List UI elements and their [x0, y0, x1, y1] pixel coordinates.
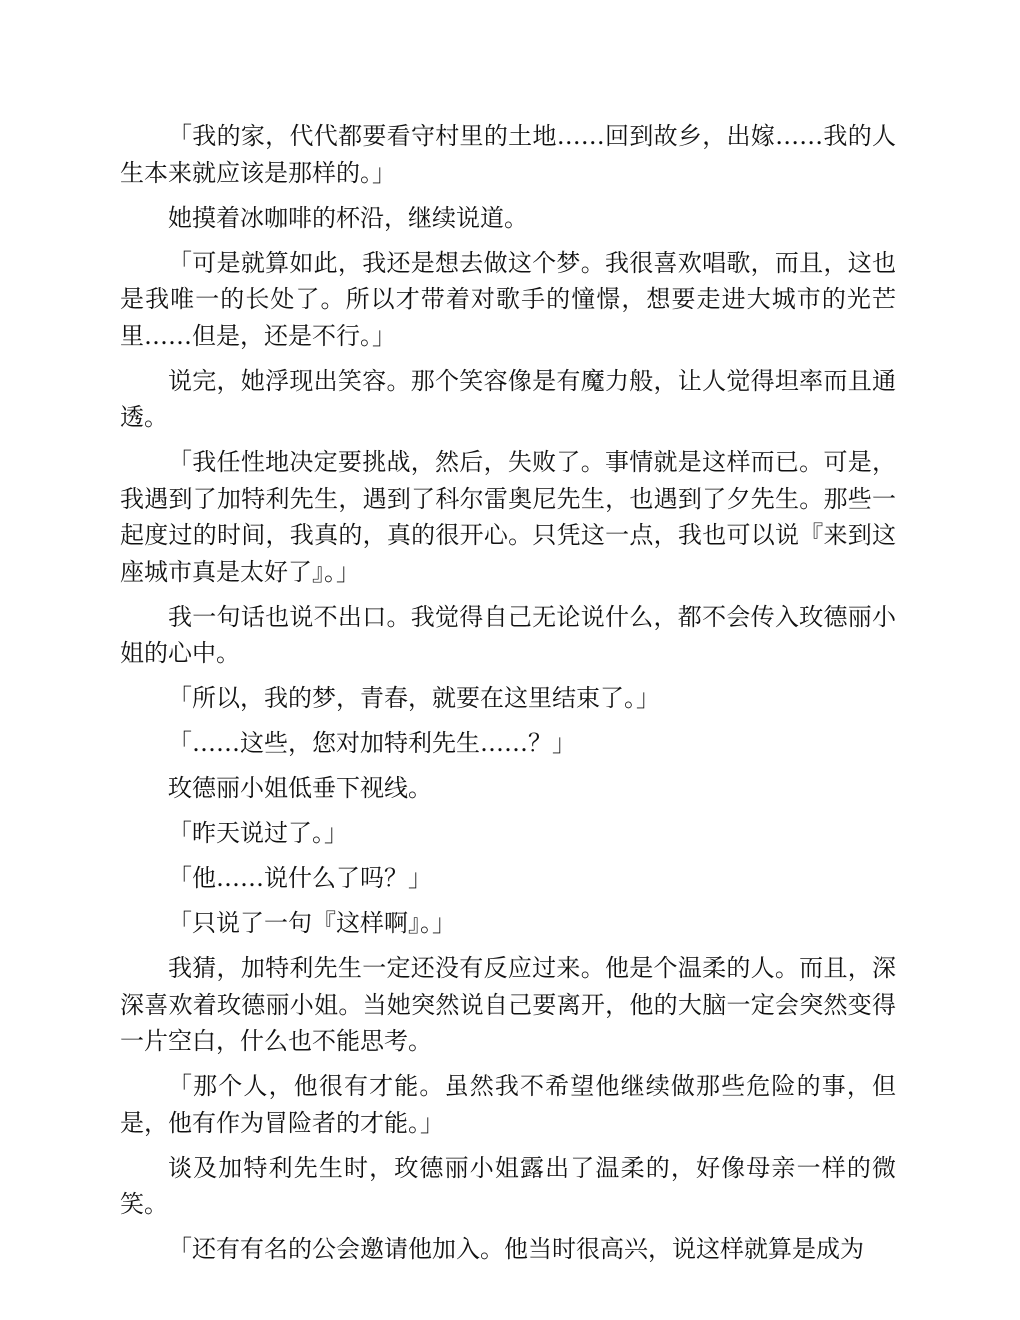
paragraph-8: 「……这些，您对加特利先生……？」 [168, 729, 576, 757]
paragraph-13: 我猜，加特利先生一定还没有反应过来。他是个温柔的人。而且，深深喜欢着玫德丽小姐。当她突然说自己要离开，他的大脑一定会突然变得一片空白，什么也不能思考。 [120, 954, 896, 1055]
paragraph-10: 「昨天说过了。」 [168, 819, 348, 847]
paragraph-12: 「只说了一句『这样啊』。」 [168, 909, 456, 937]
paragraph-7: 「所以，我的梦，青春，就要在这里结束了。」 [168, 684, 660, 712]
paragraph-6: 我一句话也说不出口。我觉得自己无论说什么，都不会传入玫德丽小姐的心中。 [120, 602, 896, 667]
page-body [120, 118, 896, 1276]
paragraph-5: 「我任性地决定要挑战，然后，失败了。事情就是这样而已。可是，我遇到了加特利先生，遇到了科尔雷奥尼先生，也遇到了夕先生。那些一起度过的时间，我真的，真的很开心。只凭这一点，我也可以说『来到这座城市真是太好了』。」 [120, 448, 896, 586]
paragraph-11: 「他……说什么了吗？」 [168, 864, 432, 892]
paragraph-15: 谈及加特利先生时，玫德丽小姐露出了温柔的，好像母亲一样的微笑。 [120, 1153, 896, 1218]
paragraph-4: 说完，她浮现出笑容。那个笑容像是有魔力般，让人觉得坦率而且通透。 [120, 366, 896, 431]
paragraph-9: 玫德丽小姐低垂下视线。 [168, 774, 432, 802]
paragraph-2: 她摸着冰咖啡的杯沿，继续说道。 [168, 203, 528, 232]
paragraph-3: 「可是就算如此，我还是想去做这个梦。我很喜欢唱歌，而且，这也是我唯一的长处了。所以才带着对歌手的憧憬，想要走进大城市的光芒里……但是，还是不行。」 [120, 248, 896, 350]
paragraph-14: 「那个人，他很有才能。虽然我不希望他继续做那些危险的事，但是，他有作为冒险者的才能。」 [120, 1072, 896, 1137]
paragraph-16: 「还有有名的公会邀请他加入。他当时很高兴，说这样就算是成为 [168, 1235, 864, 1263]
paragraph-1: 「我的家，代代都要看守村里的土地……回到故乡，出嫁……我的人生本来就应该是那样的。」 [120, 122, 896, 187]
